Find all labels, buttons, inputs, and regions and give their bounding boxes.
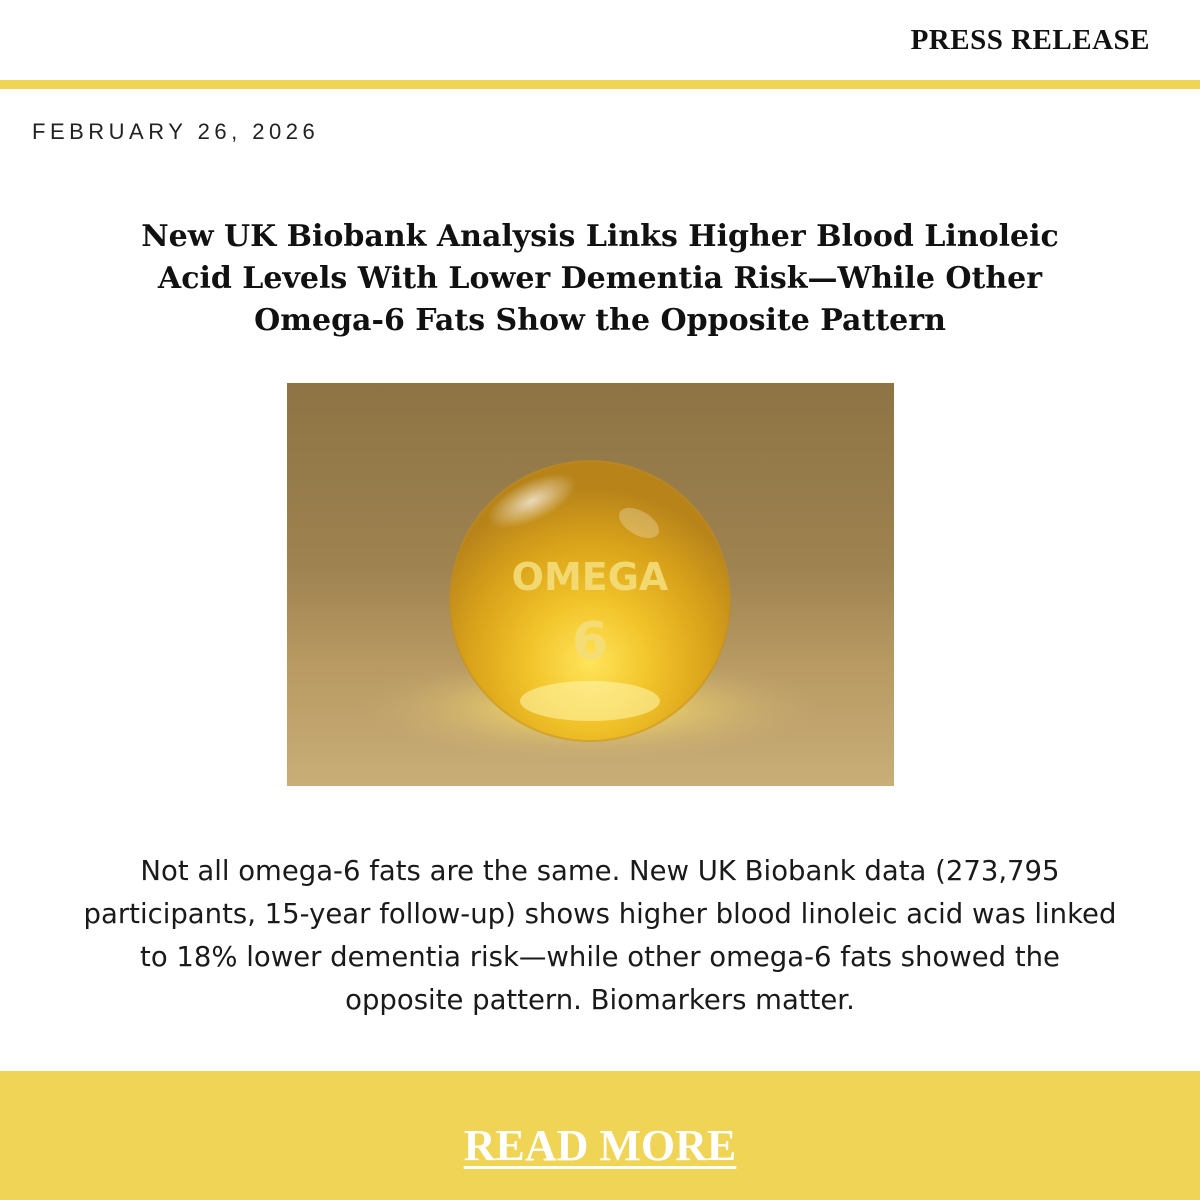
read-more-link[interactable]: READ MORE xyxy=(463,1121,737,1170)
omega-6-capsule-illustration xyxy=(287,383,894,786)
top-divider xyxy=(0,80,1200,89)
capsule-omega-text: OMEGA xyxy=(511,555,669,599)
summary-text: Not all omega-6 fats are the same. New UK Biobank data (273,795 participants, 15-year follow-up) shows higher blood linoleic acid was linked to 18% lower dementia risk—while other omega-6 fats showed the opposite pattern. Biomarkers matter. xyxy=(83,855,1117,1016)
headline: New UK Biobank Analysis Links Higher Blood Linoleic Acid Levels With Lower Dementia Risk—While Other Omega-6 Fats Show the Opposite Pattern xyxy=(141,219,1059,338)
press-release-label: PRESS RELEASE xyxy=(910,24,1150,56)
capsule-six-text: 6 xyxy=(571,612,609,672)
omega-6-image xyxy=(287,383,894,786)
release-date: FEBRUARY 26, 2026 xyxy=(32,119,320,144)
